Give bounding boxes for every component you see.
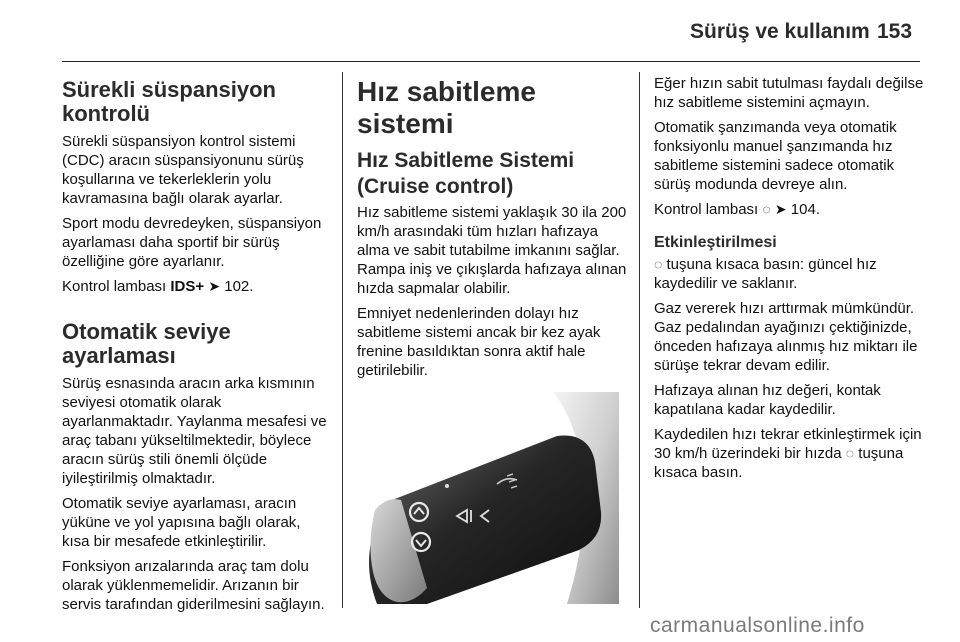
column-right <box>654 74 924 488</box>
page-reference-icon: ➤ <box>208 278 221 294</box>
page-reference: 102. <box>224 278 254 295</box>
lamp-code: IDS+ <box>170 278 205 295</box>
paragraph: Hız sabitleme sistemi yaklaşık 30 ila 200 km/h arasındaki tüm hızları hafızaya alma ve sabit tutabilme imkanını sağlar. Rampa iniş ve çıkışlarda hafızaya alınan hızda sapmalar olabilir. <box>357 204 627 297</box>
paragraph: Otomatik şanzımanda veya otomatik fonksiyonlu manuel şanzımanda hız sabitleme sistemini sadece otomatik sürüş modunda devreye alın. <box>654 119 897 193</box>
page-header-title: Sürüş ve kullanım <box>690 20 870 43</box>
column-middle <box>357 74 627 604</box>
paragraph: Sürüş esnasında aracın arka kısmının seviyesi otomatik olarak ayarlanmaktadır. Yaylanma mesafesi ve araç tabanı yükseltilmektedir, böylece aracın sürüş stili önemli ölçüde iyileştirilmiş olmaktadır. <box>62 375 327 487</box>
paragraph: Hafızaya alınan hız değeri, kontak kapatılana kadar kaydedilir. <box>654 382 881 418</box>
paragraph: Kaydedilen hızı tekrar etkinleştirmek için 30 km/h üzerindeki bir hızda ◌ tuşuna kısaca basın. <box>654 426 922 481</box>
paragraph: Otomatik seviye ayarlaması, aracın yüküne ve yol yapısına bağlı olarak, kısa bir mesafede etkinleştirilir. <box>62 495 301 550</box>
lamp-label: Kontrol lambası <box>654 201 759 218</box>
page-reference: 104. <box>790 201 820 218</box>
stalk-icon <box>357 392 619 604</box>
cruise-control-stalk-illustration <box>357 392 619 604</box>
control-lamp-reference <box>62 277 332 296</box>
paragraph: Sürekli süspansiyon kontrol sistemi (CDC) aracın süspansiyonunu sürüş koşullarına ve tekerleklerin yolu kavramasına bağlı olarak ayarlar. <box>62 133 304 207</box>
cruise-resume-icon: ◌ <box>845 445 855 461</box>
header-divider <box>62 61 920 62</box>
paragraph: ◌ tuşuna kısaca basın: güncel hız kaydedilir ve saklanır. <box>654 256 877 292</box>
column-divider <box>639 72 640 608</box>
page-reference-icon: ➤ <box>774 201 787 217</box>
paragraph: Fonksiyon arızalarında araç tam dolu olarak yüklenmemelidir. Arızanın bir servis tarafından giderilmesini sağlayın. <box>62 558 325 613</box>
page-number: 153 <box>877 20 913 43</box>
lamp-label: Kontrol lambası <box>62 278 167 295</box>
section-heading-level-control: Otomatik seviye ayarlaması <box>62 319 231 368</box>
paragraph: Emniyet nedenlerinden dolayı hız sabitleme sistemi ancak bir kez ayak frenine basıldıktan sonra aktif hale getirilebilir. <box>357 305 601 379</box>
column-divider <box>342 72 343 608</box>
paragraph: Eğer hızın sabit tutulması faydalı değilse hız sabitleme sistemini açmayın. <box>654 75 924 111</box>
section-heading-cdc: Sürekli süspansiyon kontrolü <box>62 77 276 126</box>
column-left <box>62 74 332 620</box>
paragraph: Sport modu devredeyken, süspansiyon ayarlaması daha sportif bir sürüş özelliğine göre ayarlanır. <box>62 215 322 270</box>
chapter-heading-cruise: Hız sabitleme sistemi <box>357 76 536 139</box>
cruise-set-icon: ◌ <box>654 256 663 272</box>
paragraph: Gaz vererek hızı arttırmak mümkündür. Gaz pedalından ayağınızı çektiğinizde, önceden hafızaya alınmış hız miktarı ile sürüşe tekrar devam edilir. <box>654 300 918 374</box>
section-heading-activation: Etkinleştirilmesi <box>654 234 777 251</box>
watermark: carmanualsonline.info <box>650 614 865 637</box>
section-heading-cruise-control: Hız Sabitleme Sistemi (Cruise control) <box>357 149 575 198</box>
control-lamp-reference <box>654 200 924 219</box>
cruise-control-lamp-icon: ◌ <box>762 201 771 217</box>
